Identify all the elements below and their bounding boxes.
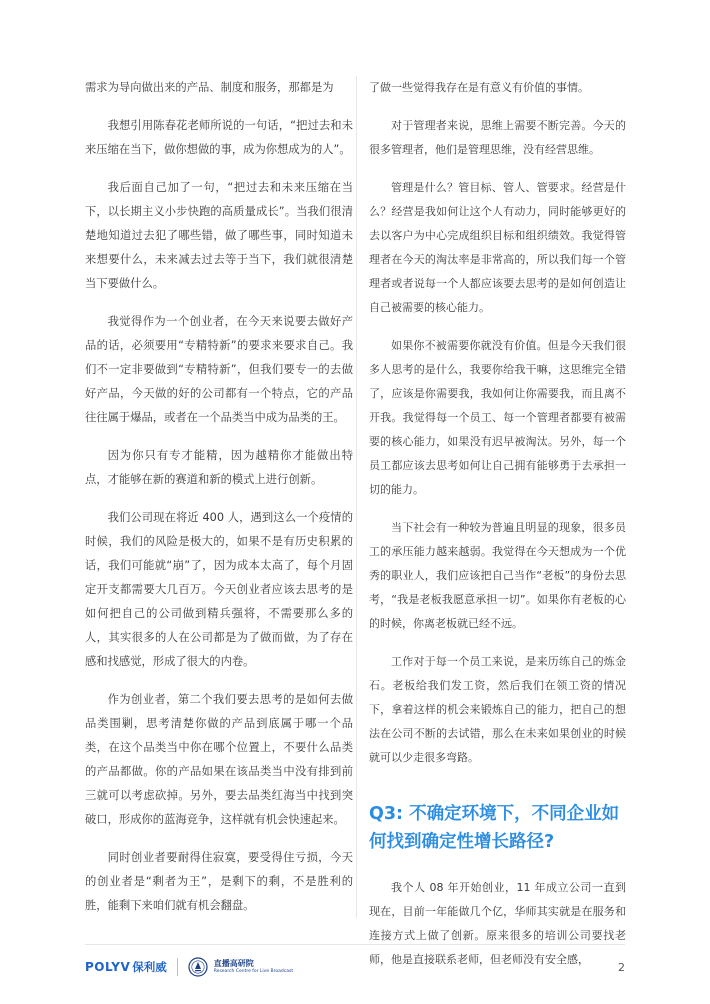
paragraph: 需求为导向做出来的产品、制度和服务，那都是为 — [85, 81, 334, 94]
column-divider — [356, 76, 357, 918]
polyv-logo-icon: POLYV — [85, 960, 131, 974]
institute-english-name: Research Centre for Live Broadcast — [213, 969, 294, 975]
paragraph: 同时创业者要耐得住寂寞，要受得住亏损，今天的创业者是“剩者为王”，是剩下的剩，不是胜利的胜，能剩下来咱们就有机会翻盘。 — [85, 851, 353, 912]
paragraph: 我后面自己加了一句，“把过去和未来压缩在当下，以长期主义小步快跑的高质量成长”。当我们很清楚地知道过去犯了哪些错，做了哪些事，同时知道未来想要什么，未来减去过去等于当下，我们就很清楚当下要做什么。 — [85, 181, 353, 290]
paragraph: 当下社会有一种较为普遍且明显的现象，很多员工的承压能力越来越弱。我觉得在今天想成为一个优秀的职业人，我们应该把自己当作“老板”的身份去思考，“我是老板我愿意承担一切”。如果你有老板的心的时候，你离老板就已经不远。 — [369, 521, 626, 630]
paragraph: 了做一些觉得我存在是有意义有价值的事情。 — [369, 81, 589, 94]
section-heading: Q3: 不确定环境下，不同企业如何找到确定性增长路径? — [369, 804, 620, 852]
paragraph: 我觉得作为一个创业者，在今天来说要去做好产品的话，必须要用“专精特新”的要求来要求自己。我们不一定非要做到“专精特新”，但我们要专一的去做好产品，今天做的好的公司都有一个特点，它的产品往往属于爆品，或者在一个品类当中成为品类的王。 — [85, 315, 353, 424]
paragraph: 因为你只有专才能精，因为越精你才能做出特点，才能够在新的赛道和新的模式上进行创新。 — [85, 449, 353, 486]
paragraph: 我个人 08 年开始创业，11 年成立公司一直到现在，目前一年能做几个亿，华师其实就是在服务和连接方式上做了创新。原来很多的培训公司要找老师，他是直接联系老师，但老师没有安全感， — [369, 881, 626, 966]
page-footer — [85, 954, 625, 980]
left-column — [85, 76, 353, 932]
paragraph: 如果你不被需要你就没有价值。但是今天我们很多人思考的是什么，我要你给我干嘛，这思维完全错了，应该是你需要我，我如何让你需要我，而且离不开我。我觉得每一个员工、每一个管理者都要有被需要的核心能力，如果没有迟早被淘汰。另外，每一个员工都应该去思考如何让自己拥有能够勇于去承担一切的能力。 — [369, 339, 626, 496]
paragraph: 作为创业者，第二个我们要去思考的是如何去做品类围剿，思考清楚你做的产品到底属于哪一个品类，在这个品类当中你在哪个位置上，不要什么品类的产品都做。你的产品如果在该品类当中没有排到前三就可以考虑砍掉。另外，要去品类红海当中找到突破口，形成你的蓝海竞争，这样就有机会快速起来。 — [85, 693, 353, 826]
footer-divider — [85, 944, 625, 945]
footer-separator — [177, 958, 178, 976]
page-number: 2 — [618, 960, 625, 974]
institute-name: 直播高研院 — [213, 959, 254, 969]
institute-label — [214, 959, 293, 975]
research-centre-emblem-icon — [188, 957, 208, 977]
paragraph: 工作对于每一个员工来说，是来历练自己的炼金石。老板给我们发工资，然后我们在领工资的情况下，拿着这样的机会来锻炼自己的能力，把自己的想法在公司不断的去试错，那么在未来如果创业的时候就可以少走很多弯路。 — [369, 655, 626, 764]
right-column — [369, 76, 626, 986]
paragraph: 管理是什么？管目标、管人、管要求。经营是什么？经营是我如何让这个人有动力，同时能够更好的去以客户为中心完成组织目标和组织绩效。我觉得管理者在今天的淘汰率是非常高的，所以我们每一个管理者或者说每一个人都应该要去思考的是如何创造让自己被需要的核心能力。 — [369, 181, 626, 314]
brand-name: 保利威 — [132, 960, 167, 974]
paragraph: 我想引用陈春花老师所说的一句话，“把过去和未来压缩在当下，做你想做的事，成为你想成为的人”。 — [85, 119, 353, 156]
paragraph: 对于管理者来说，思维上需要不断完善。今天的很多管理者，他们是管理思维，没有经营思维。 — [369, 119, 626, 156]
paragraph: 我们公司现在将近 400 人，遇到这么一个疫情的时候，我们的风险是极大的，如果不是有历史积累的话，我们可能就“崩”了，因为成本太高了，每个月固定开支都需要大几百万。今天创业者应该去思考的是如何把自己的公司做到精兵强将，不需要那么多的人，其实很多的人在公司都是为了做而做，为了存在感和找感觉，形成了很大的内卷。 — [85, 511, 353, 668]
